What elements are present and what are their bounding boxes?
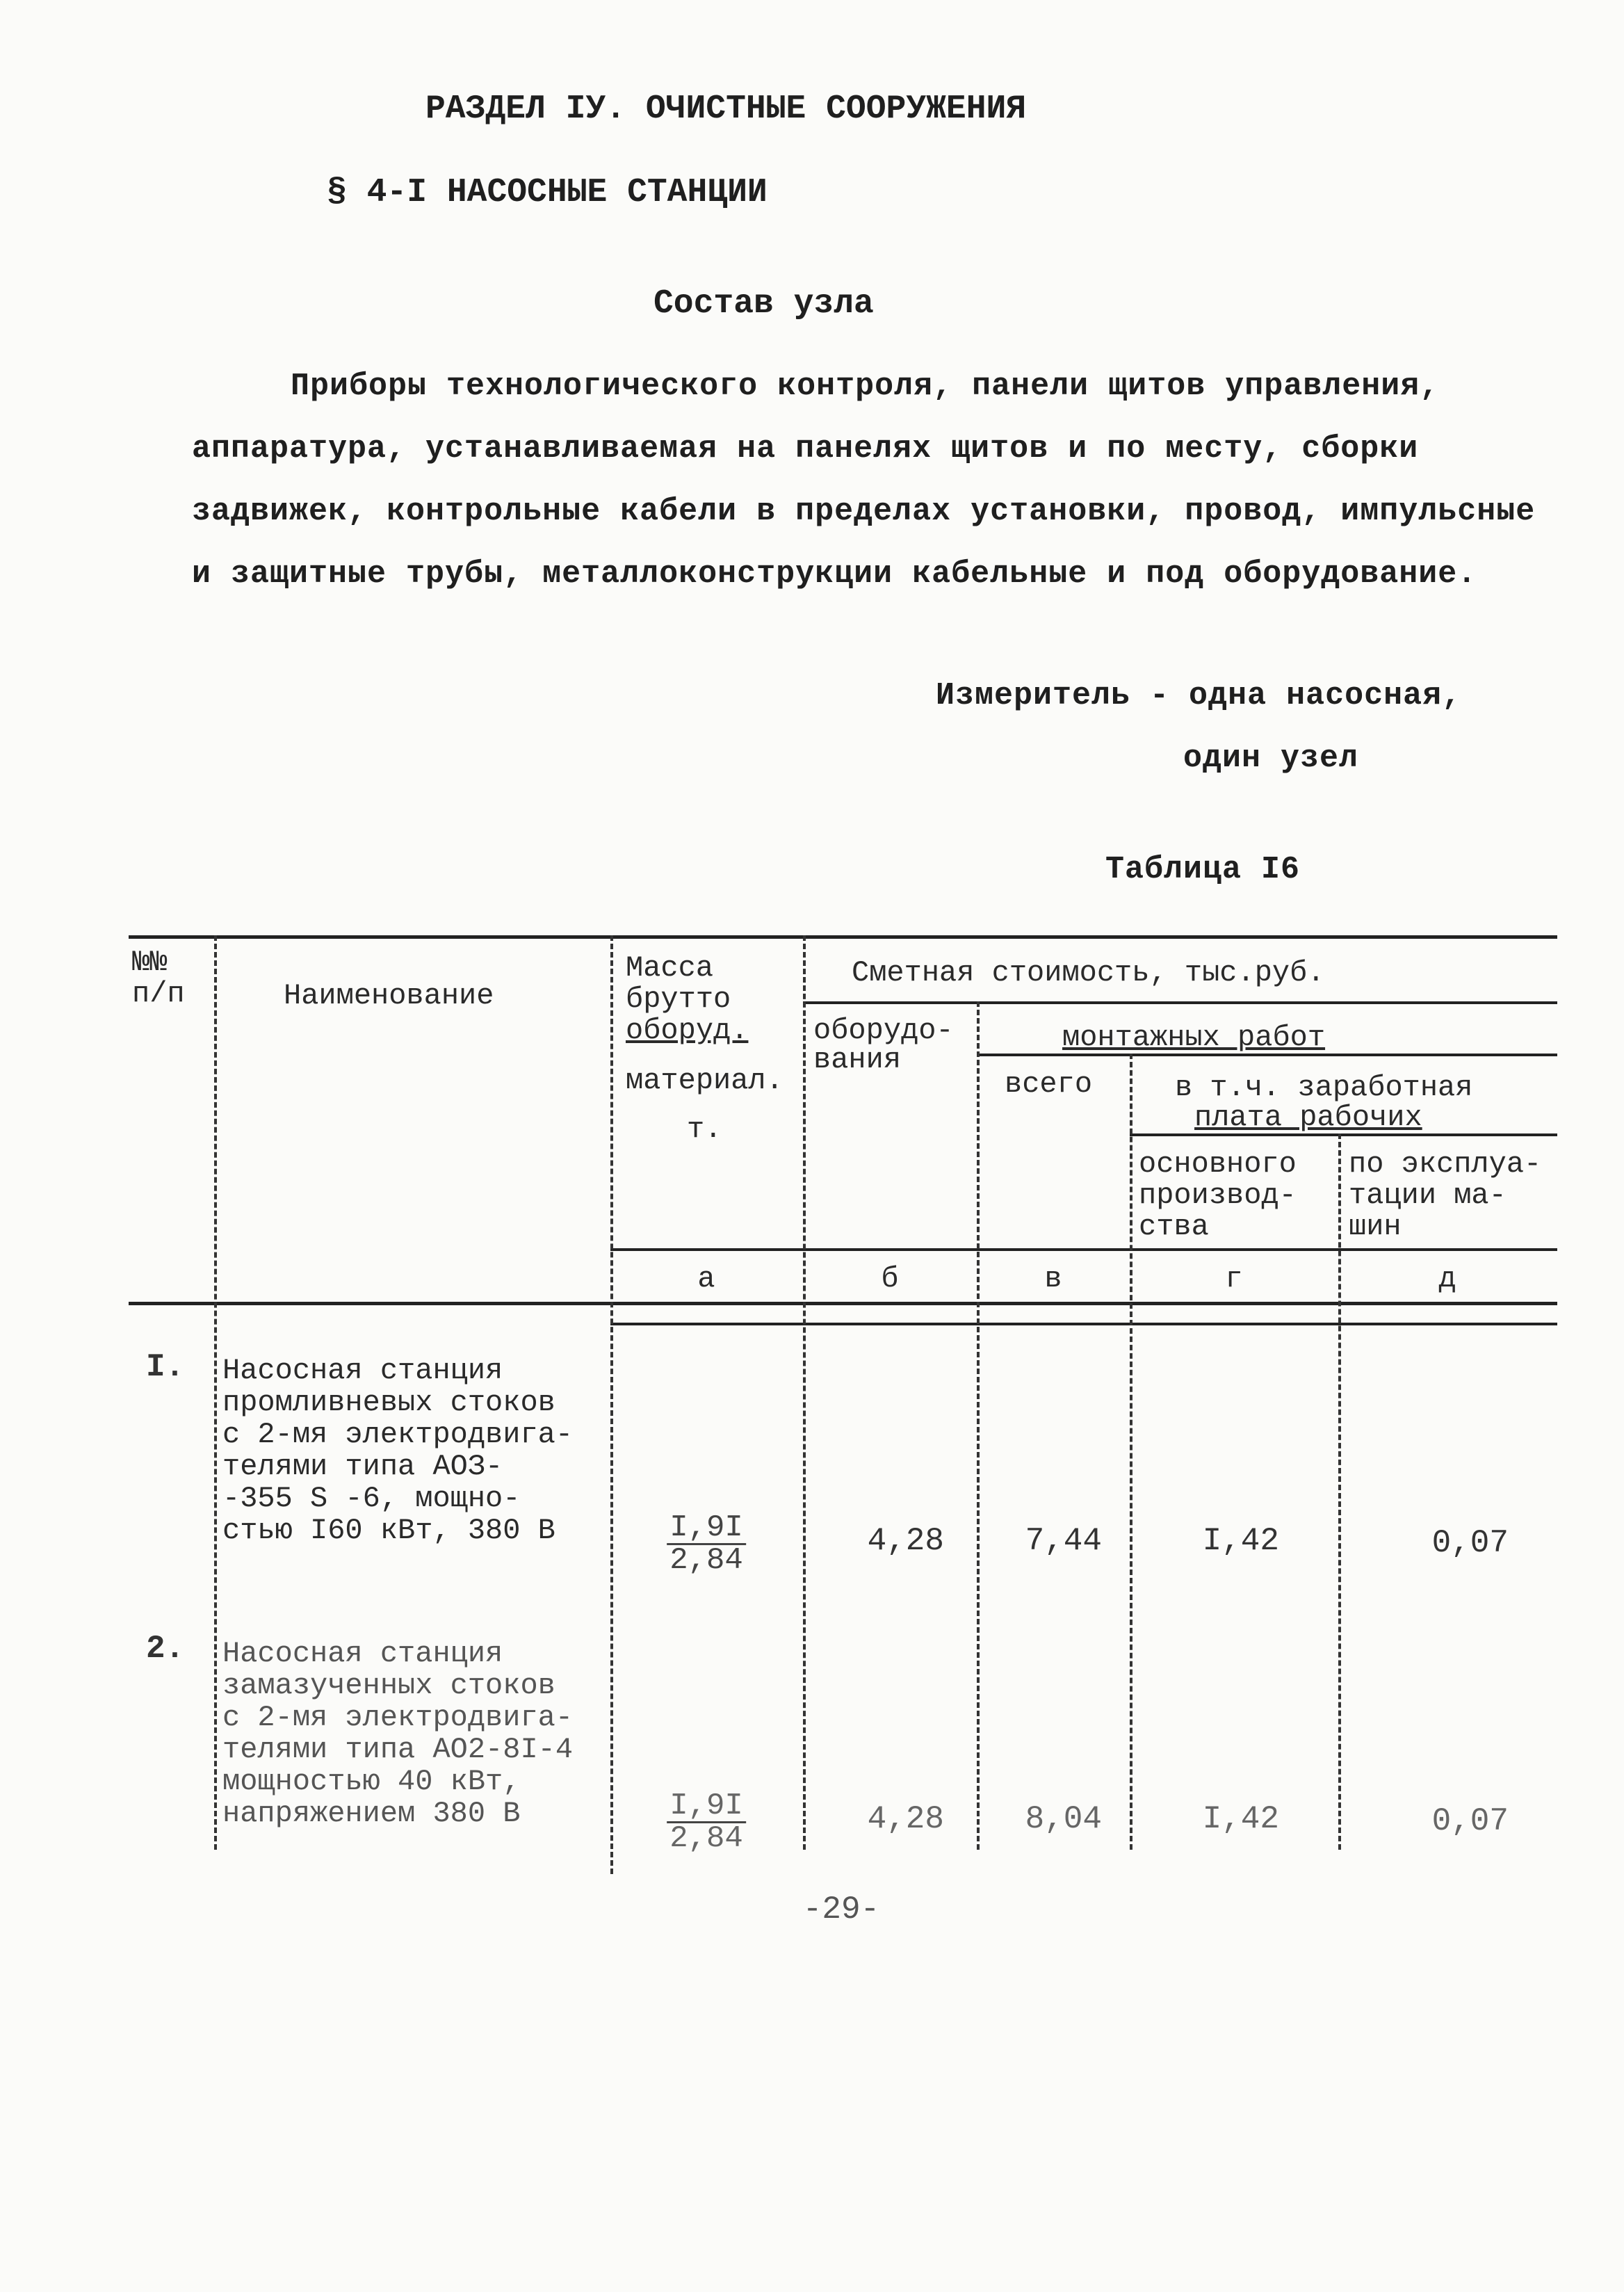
row-wage-machines: 0,07 [1431,1803,1509,1839]
header-machines-3: шин [1349,1210,1402,1243]
row-wage-machines: 0,07 [1431,1525,1509,1561]
cost-sub-line [803,1001,1557,1004]
composition-line-3: задвижек, контрольные кабели в пределах установки, провод, импульсные [192,494,1536,529]
table-top-line [129,935,1557,939]
row-name: Насосная станция промливневых стоков с 2-мя электродвига- телями типа АОЗ- -355 S -6, мощно- стью I60 кВт, 380 В [222,1354,574,1547]
col-letter-b: б [881,1262,899,1296]
meter-line-1: Измеритель - одна насосная, [936,678,1462,713]
header-machines-2: тации ма- [1349,1179,1507,1212]
composition-line-1: Приборы технологического контроля, панели щитов управления, [291,369,1440,404]
col-divider-4 [977,1001,980,1850]
header-incl-1: в т.ч. заработная [1175,1071,1473,1104]
row-equipment-cost: 4,28 [867,1801,944,1837]
col-letter-d: д [1438,1262,1456,1296]
row-install-total: 7,44 [1025,1523,1102,1559]
header-bottom-line [610,1248,1557,1251]
composition-heading: Состав узла [653,285,874,323]
table-caption: Таблица I6 [1105,852,1301,887]
row-mass-materials: 2,84 [669,1821,743,1856]
letters-bottom-line [129,1302,1557,1305]
header-equipment-1: оборудо- [813,1014,954,1047]
row-wage-main: I,42 [1202,1523,1279,1559]
col-letter-a: а [697,1262,715,1296]
header-mass-1: Масса [626,951,714,985]
subsection-title: § 4-I НАСОСНЫЕ СТАНЦИИ [327,174,768,211]
header-mass-4: материал. [626,1064,783,1097]
header-mass-3: оборуд. [626,1014,749,1047]
meter-line-2: один узел [1183,741,1359,776]
row-wage-main: I,42 [1202,1801,1279,1837]
composition-line-2: аппаратура, устанавливаемая на панелях щитов и по месту, сборки [192,431,1419,467]
row-mass-equipment: I,9I [667,1791,746,1823]
row-mass-equipment: I,9I [667,1512,746,1545]
row-mass-materials: 2,84 [669,1543,743,1578]
row-number: 2. [146,1631,185,1667]
composition-line-4: и защитные трубы, металлоконструкции кабельные и под оборудование. [192,556,1477,592]
row-install-total: 8,04 [1025,1801,1102,1837]
header-main-3: ства [1139,1210,1209,1243]
col-letter-v: в [1044,1262,1062,1296]
col-divider-2 [610,935,613,1874]
header-total: всего [1005,1067,1093,1101]
col-divider-3 [803,935,806,1850]
header-cost: Сметная стоимость, тыс.руб. [852,956,1325,990]
col-divider-1 [214,935,217,1850]
header-num-1: №№ [132,946,168,979]
header-name: Наименование [284,979,494,1012]
page-number: -29- [802,1891,880,1928]
header-install: монтажных работ [1062,1021,1326,1054]
body-top-line [610,1323,1557,1325]
header-machines-1: по эксплуа- [1349,1147,1542,1181]
col-divider-5 [1130,1054,1132,1850]
section-title: РАЗДЕЛ IУ. ОЧИСТНЫЕ СООРУЖЕНИЯ [425,90,1027,128]
header-mass-5: т. [687,1113,722,1146]
header-equipment-2: вания [813,1043,902,1076]
header-incl-2: плата рабочих [1194,1101,1422,1134]
row-mass [667,1512,746,1576]
header-main-1: основного [1139,1147,1297,1181]
col-divider-6 [1338,1133,1341,1850]
row-number: I. [146,1349,185,1385]
header-num-2: п/п [132,977,185,1010]
col-letter-g: г [1225,1262,1243,1296]
header-main-2: производ- [1139,1179,1297,1212]
row-mass [667,1791,746,1854]
row-name: Насосная станция замазученных стоков с 2-мя электродвига- телями типа АО2-8I-4 мощностью 40 кВт, напряжением 380 В [222,1637,574,1830]
row-equipment-cost: 4,28 [867,1523,944,1559]
header-mass-2: брутто [626,983,731,1016]
